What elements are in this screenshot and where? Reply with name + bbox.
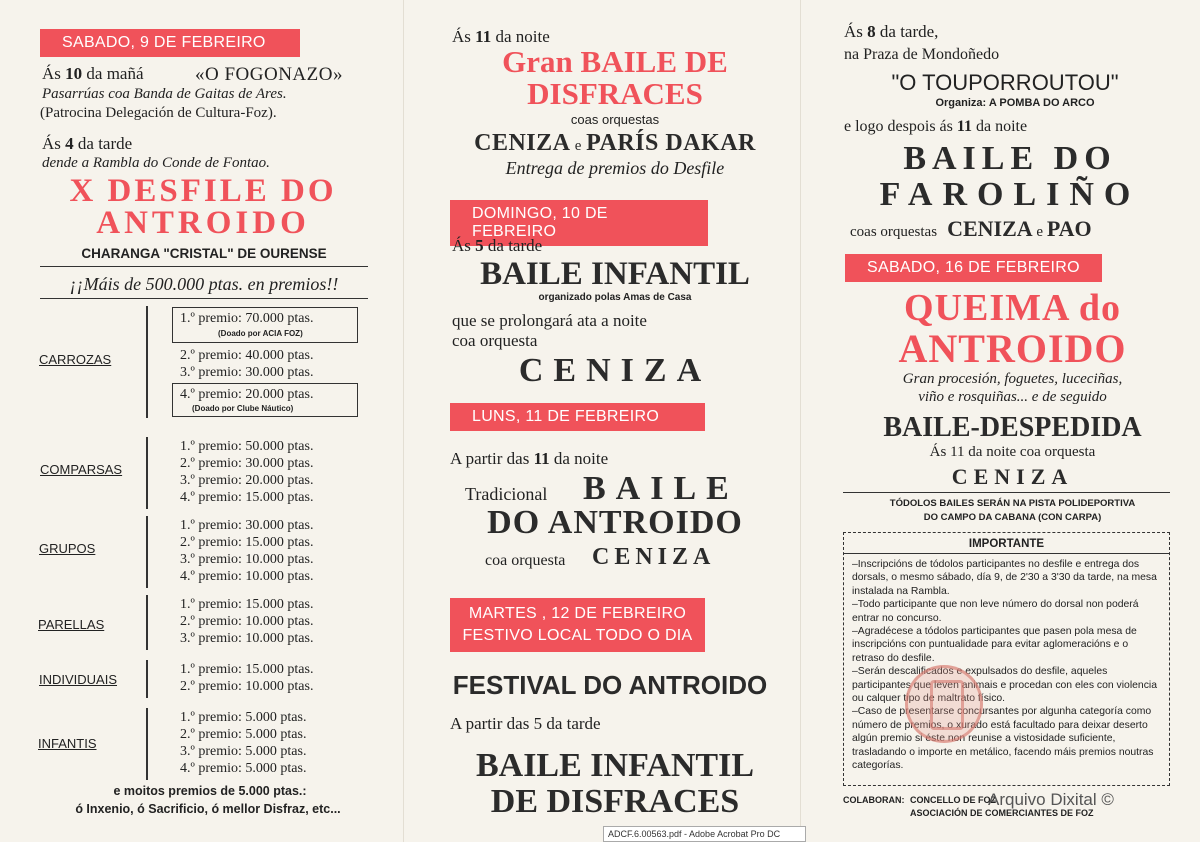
- importante-heading-rule: [843, 553, 1170, 554]
- comparsas-bar: [146, 437, 148, 509]
- comparsas-prize-3: 3.º premio: 20.000 ptas.: [180, 473, 314, 488]
- importante-paragraph: –Agradécese a tódolos participantes que pasen pola mesa de inscripcións con puntualidade para evitar aglomeracións e o retraso do desfile.: [852, 626, 1137, 664]
- fold-line-right: [800, 0, 801, 842]
- category-carrozas: CARROZAS: [39, 352, 112, 367]
- archive-watermark: Arquivo Dixital ©: [988, 790, 1114, 809]
- farolino-orquestas: coas orquestas CENIZA e PAO: [850, 216, 1092, 241]
- carrozas-prize-4: 4.º premio: 20.000 ptas.: [180, 387, 314, 402]
- apartir-5: A partir das 5 da tarde: [450, 714, 601, 733]
- carrozas-bar: [146, 306, 148, 418]
- pista-divider: [843, 492, 1170, 493]
- parellas-prize-3: 3.º premio: 10.000 ptas.: [180, 631, 314, 646]
- procesion-line2: viño e rosquiñas... e de seguido: [918, 389, 1107, 405]
- organizado-amas: organizado polas Amas de Casa: [538, 292, 692, 303]
- importante-paragraph: –Serán descalificados e expulsados do desfile, aqueles participantes que leven animais e procedan con eles con violencia ou calquer tipo de maltrato físico.: [852, 666, 1157, 705]
- event2-time: Ás 4 da tarde: [42, 134, 133, 153]
- festival-title: FESTIVAL DO ANTROIDO: [452, 670, 768, 700]
- premios-divider: [40, 298, 368, 299]
- parellas-bar: [146, 595, 148, 650]
- pista-line2: DO CAMPO DA CABANA (CON CARPA): [923, 512, 1102, 523]
- individuais-prize-1: 1.º premio: 15.000 ptas.: [180, 662, 314, 677]
- banner-sabado-9: SABADO, 9 DE FEBREIRO: [40, 29, 300, 57]
- coas-orquestas: coas orquestas: [570, 112, 660, 127]
- importante-paragraph: –Inscripcións de tódolos participantes no desfile e entrega dos dorsals, o mesmo sábado, día 9, de 2'30 a 3'30 da tarde, na mesa instalada na Rambla.: [852, 559, 1157, 597]
- banner-domingo-10: DOMINGO, 10 DE FEBREIRO: [450, 200, 708, 246]
- mid-time2: Ás 5 da tarde: [452, 236, 543, 255]
- carrozas-prize-2: 2.º premio: 40.000 ptas.: [180, 348, 314, 363]
- comparsas-prize-2: 2.º premio: 30.000 ptas.: [180, 456, 314, 471]
- as-11-orquesta: Ás 11 da noite coa orquesta: [929, 444, 1096, 460]
- charanga-underline: [40, 266, 368, 267]
- comparsas-prize-1: 1.º premio: 50.000 ptas.: [180, 439, 314, 454]
- coa-orquesta-label2: coa orquesta: [485, 552, 566, 569]
- ceniza-luns: CENIZA: [592, 544, 716, 570]
- banner-luns-11: LUNS, 11 DE FEBREIRO: [450, 403, 705, 431]
- footer-line1: e moitos premios de 5.000 ptas.:: [113, 784, 307, 798]
- ceniza-despedida: CENIZA: [951, 464, 1074, 489]
- infantis-prize-3: 3.º premio: 5.000 ptas.: [180, 744, 307, 759]
- prolongara: que se prolongará ata a noite: [452, 311, 647, 330]
- baile-infantil-title: BAILE INFANTIL: [480, 256, 750, 292]
- premios-total: ¡¡Máis de 500.000 ptas. en premios!!: [69, 274, 339, 294]
- fold-line-left: [403, 0, 404, 842]
- infantis-prize-2: 2.º premio: 5.000 ptas.: [180, 727, 307, 742]
- event1-time: Ás 10 da mañá: [42, 64, 144, 83]
- logo-despois: e logo despois ás 11 da noite: [844, 118, 1028, 135]
- event1-title: «O FOGONAZO»: [195, 64, 343, 85]
- procesion-line1: Gran procesión, foguetes, luceciñas,: [902, 371, 1123, 387]
- ceniza-big: CENIZA: [518, 352, 712, 389]
- colaboran-label: COLABORAN:: [843, 795, 905, 805]
- importante-paragraph: –Caso de presentarse concursantes por algunha categoría como número de premios, o xurado está facultado para deixar deserto algún premio si éste non reunise a vistosidade suficiente, trasladando o importe en metálico, facendo máis premios noutras categorías.: [852, 706, 1154, 772]
- charanga: CHARANGA "CRISTAL" DE OURENSE: [81, 246, 327, 261]
- gran-baile-line1: Gran BAILE DE: [502, 44, 728, 79]
- grupos-prize-4: 4.º premio: 10.000 ptas.: [180, 569, 314, 584]
- pista-line1: TÓDOLOS BAILES SERÁN NA PISTA POLIDEPORTIVA: [889, 498, 1136, 509]
- grupos-prize-1: 1.º premio: 30.000 ptas.: [180, 518, 314, 533]
- coa-orquesta-label: coa orquesta: [452, 331, 538, 350]
- apartir-11: A partir das 11 da noite: [450, 449, 609, 468]
- farolino-title: FAROLIÑO: [879, 176, 1141, 213]
- grupos-bar: [146, 516, 148, 588]
- carrozas-donor-4: (Doado por Clube Náutico): [192, 404, 294, 413]
- queima-title: QUEIMA do: [904, 287, 1121, 329]
- colaboran-asociacion: ASOCIACIÓN DE COMERCIANTES DE FOZ: [910, 808, 1094, 818]
- category-individuais: INDIVIDUAIS: [39, 672, 118, 687]
- event1-sponsor: (Patrocina Delegación de Cultura-Foz).: [40, 105, 277, 121]
- do-antroido-title: DO ANTROIDO: [487, 504, 743, 541]
- carrozas-prize-1: 1.º premio: 70.000 ptas.: [180, 311, 314, 326]
- individuais-bar: [146, 660, 148, 698]
- grupos-prize-3: 3.º premio: 10.000 ptas.: [180, 552, 314, 567]
- category-parellas: PARELLAS: [38, 617, 105, 632]
- baile-despedida: BAILE-DESPEDIDA: [883, 412, 1142, 443]
- category-comparsas: COMPARSAS: [40, 462, 123, 477]
- carrozas-donor-1: (Doado por ACIA FOZ): [218, 329, 303, 338]
- antroido-red-title: ANTROIDO: [898, 326, 1127, 371]
- mid-time1: Ás 11 da noite: [452, 27, 550, 46]
- desfile-title-line1: X DESFILE DO: [69, 173, 337, 209]
- orquestas-line: CENIZA e PARÍS DAKAR: [474, 130, 756, 156]
- gran-baile-line2: DISFRACES: [527, 76, 703, 111]
- entrega-premios: Entrega de premios do Desfile: [505, 158, 725, 178]
- footer-line2: ó Inxenio, ó Sacrificio, ó mellor Disfraz, etc...: [75, 802, 341, 816]
- tradicional: Tradicional: [465, 484, 548, 504]
- carrozas-prize-3: 3.º premio: 30.000 ptas.: [180, 365, 314, 380]
- baile-word: BAILE: [583, 470, 739, 507]
- acrobat-taskbar-label[interactable]: ADCF.6.00563.pdf - Adobe Acrobat Pro DC: [603, 826, 806, 842]
- parellas-prize-1: 1.º premio: 15.000 ptas.: [180, 597, 314, 612]
- right-time1: Ás 8 da tarde,: [844, 22, 939, 41]
- baile-do-title: BAILE DO: [903, 140, 1117, 177]
- grupos-prize-2: 2.º premio: 15.000 ptas.: [180, 535, 314, 550]
- colaboran-concello: CONCELLO DE FOZ: [910, 795, 996, 805]
- event2-place: dende a Rambla do Conde de Fontao.: [42, 155, 270, 171]
- infantis-prize-1: 1.º premio: 5.000 ptas.: [180, 710, 307, 725]
- individuais-prize-2: 2.º premio: 10.000 ptas.: [180, 679, 314, 694]
- importante-text: [852, 558, 1162, 773]
- organiza: Organiza: A POMBA DO ARCO: [935, 97, 1095, 109]
- importante-paragraph: –Todo participante que non leve número do dorsal non poderá entrar no concurso.: [852, 599, 1139, 624]
- comparsas-prize-4: 4.º premio: 15.000 ptas.: [180, 490, 314, 505]
- category-infantis: INFANTIS: [38, 736, 97, 751]
- baile-infantil2-title: BAILE INFANTIL: [475, 747, 755, 784]
- infantis-bar: [146, 708, 148, 780]
- touporroutou: "O TOUPORROUTOU": [891, 70, 1119, 95]
- infantis-prize-4: 4.º premio: 5.000 ptas.: [180, 761, 307, 776]
- de-disfraces-title: DE DISFRACES: [490, 783, 740, 820]
- praza: na Praza de Mondoñedo: [844, 46, 1000, 63]
- event1-desc: Pasarrúas coa Banda de Gaitas de Ares.: [42, 86, 287, 102]
- banner-martes-12: MARTES , 12 DE FEBREIRO FESTIVO LOCAL TODO O DIA: [450, 598, 705, 652]
- archive-stamp-icon: [905, 665, 983, 743]
- parellas-prize-2: 2.º premio: 10.000 ptas.: [180, 614, 314, 629]
- category-grupos: GRUPOS: [39, 541, 96, 556]
- banner-sabado-16: SABADO, 16 DE FEBREIRO: [845, 254, 1102, 282]
- importante-heading: IMPORTANTE: [968, 538, 1045, 550]
- desfile-title-line2: ANTROIDO: [96, 205, 310, 241]
